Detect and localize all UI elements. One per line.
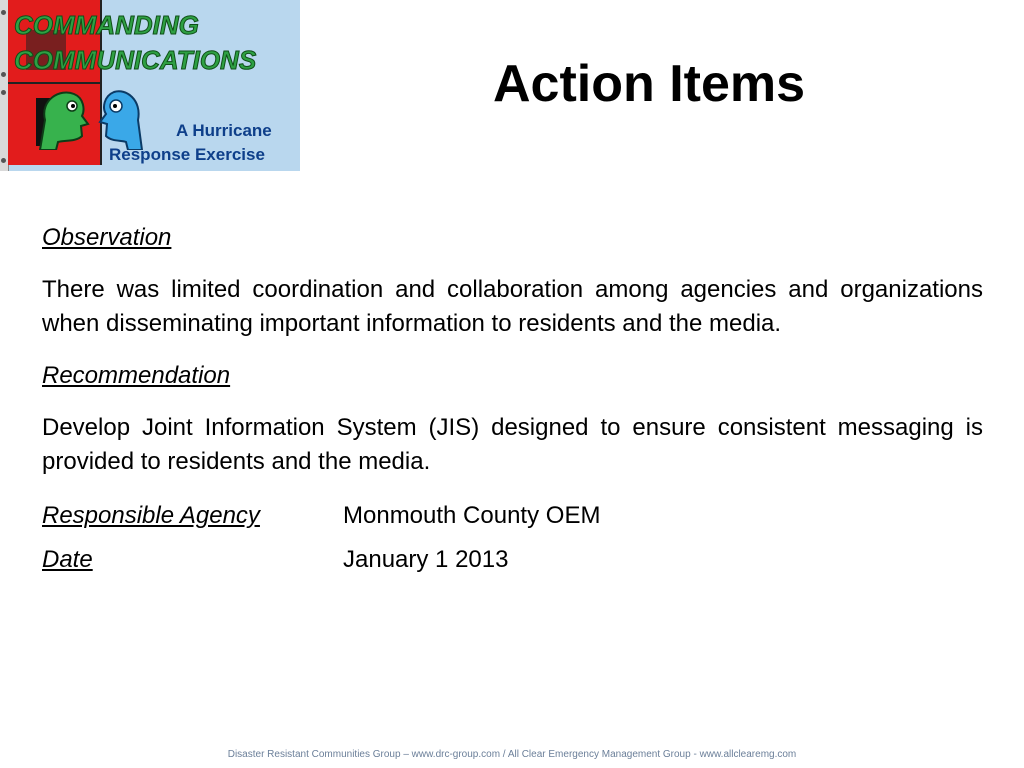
recommendation-text: Develop Joint Information System (JIS) designed to ensure consistent messaging is provided to residents and the media.	[42, 414, 983, 475]
logo-subtitle-line2: Response Exercise	[109, 145, 265, 164]
rail-dot	[1, 10, 6, 15]
talking-heads-icon	[30, 80, 160, 150]
responsible-agency-label: Responsible Agency	[42, 502, 260, 529]
rail-dot	[1, 90, 6, 95]
responsible-agency-value: Monmouth County OEM	[343, 502, 601, 529]
footer-credits: Disaster Resistant Communities Group – www.drc-group.com / All Clear Emergency Management Group - www.allclearemg.com	[227, 749, 797, 760]
date-value: January 1 2013	[343, 546, 509, 573]
rail-dot	[1, 158, 6, 163]
responsible-agency-row	[42, 499, 983, 533]
date-label: Date	[42, 546, 93, 573]
logo	[0, 0, 300, 171]
logo-title-line1: COMMANDING	[14, 10, 199, 40]
slide-body	[42, 221, 983, 577]
rail-dot	[1, 72, 6, 77]
page-title: Action Items	[493, 55, 806, 113]
logo-subtitle-line1: A Hurricane	[176, 121, 272, 140]
observation-text: There was limited coordination and collaboration among agencies and organizations when disseminating important information to residents and the media.	[42, 276, 983, 337]
date-row	[42, 543, 983, 577]
recommendation-heading: Recommendation	[42, 362, 231, 389]
logo-title-line2: COMMUNICATIONS	[14, 45, 257, 75]
observation-heading: Observation	[42, 224, 172, 251]
